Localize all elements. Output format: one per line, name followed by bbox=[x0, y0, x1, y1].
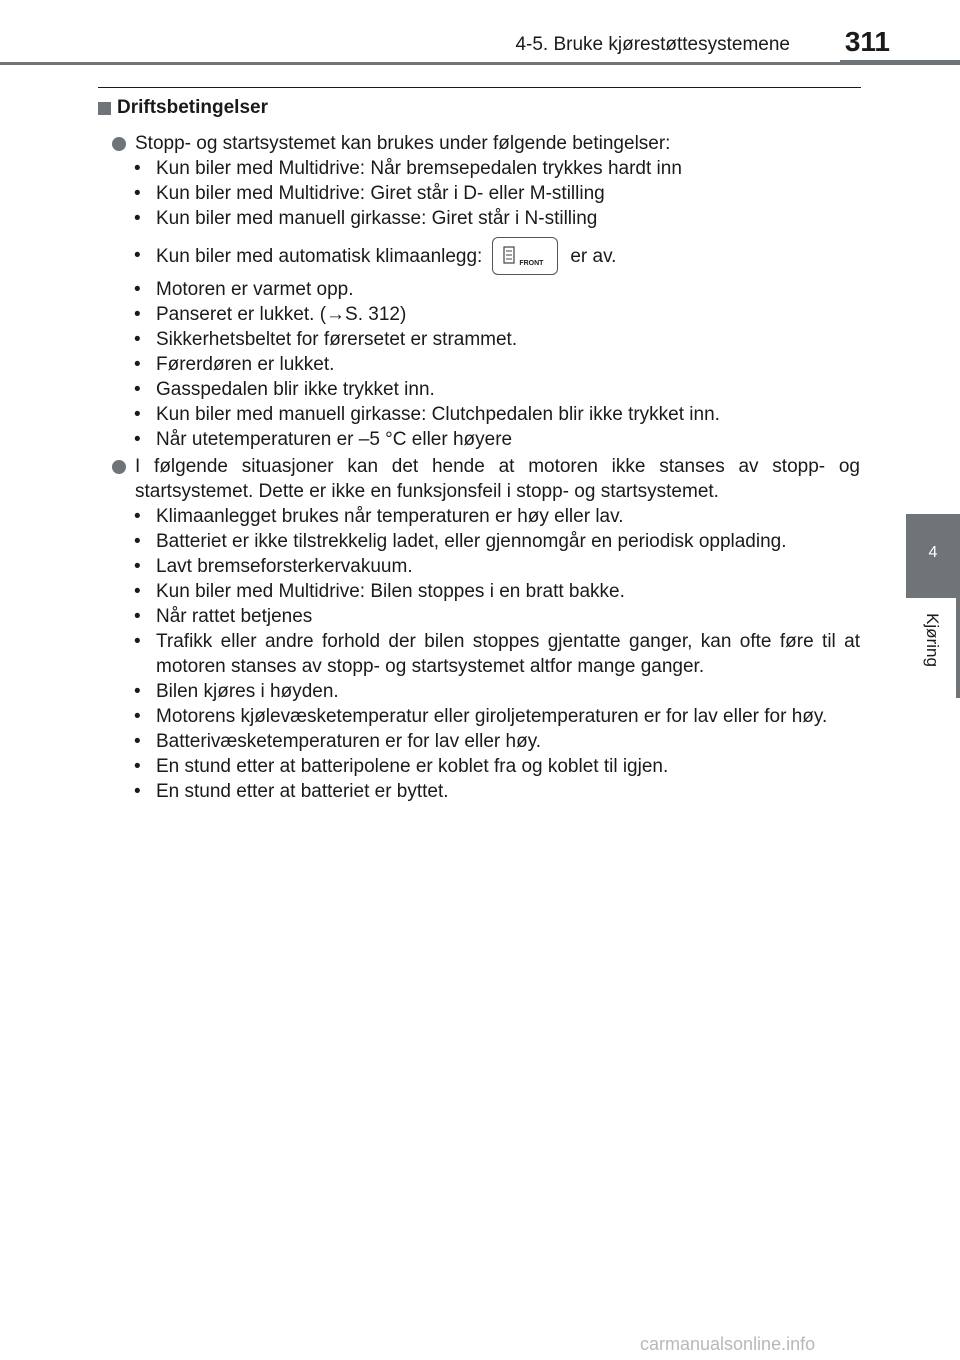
page-header bbox=[0, 0, 960, 62]
list-item: • Førerdøren er lukket. bbox=[134, 354, 335, 375]
exception-list bbox=[98, 504, 860, 804]
list-item: • Klimaanlegget brukes når temperaturen er høy eller lav. bbox=[134, 506, 624, 527]
content-rule bbox=[98, 87, 861, 88]
list-item: • Når utetemperaturen er –5 °C eller høyere bbox=[134, 429, 513, 450]
climate-text-after: er av. bbox=[570, 245, 617, 267]
list-item: • Batterivæsketemperaturen er for lav eller høy. bbox=[134, 731, 542, 752]
list-item: • Lavt bremseforsterkervakuum. bbox=[134, 556, 413, 577]
chapter-tab-line bbox=[956, 598, 960, 698]
list-item: • Når rattet betjenes bbox=[134, 606, 313, 627]
climate-text-before: Kun biler med automatisk klimaanlegg: bbox=[156, 245, 483, 267]
front-label: FRONT bbox=[519, 260, 544, 267]
list-item: • Kun biler med manuell girkasse: Clutchpedalen blir ikke trykket inn. bbox=[134, 404, 720, 425]
chapter-label: Kjøring bbox=[923, 613, 942, 667]
section-heading bbox=[98, 94, 860, 122]
list-item: • Kun biler med Multidrive: Når bremsepedalen trykkes hardt inn bbox=[134, 158, 682, 179]
list-item: • En stund etter at batteriet er byttet. bbox=[134, 781, 449, 802]
condition-list bbox=[98, 156, 860, 452]
list-item: • En stund etter at batteripolene er koblet fra og koblet til igjen. bbox=[134, 756, 669, 777]
round-bullet-icon bbox=[112, 460, 126, 474]
heading-text: Driftsbetingelser bbox=[117, 97, 268, 118]
defroster-icon bbox=[503, 246, 515, 264]
list-item: • Gasspedalen blir ikke trykket inn. bbox=[134, 379, 435, 400]
list-item: • Panseret er lukket. (→S. 312) bbox=[134, 304, 407, 325]
header-rule-accent bbox=[840, 60, 960, 65]
chapter-tab[interactable] bbox=[906, 514, 960, 598]
front-defroster-button bbox=[492, 237, 558, 275]
round-bullet-icon bbox=[112, 137, 126, 151]
condition-item bbox=[98, 454, 860, 504]
section-title: 4-5. Bruke kjørestøttesystemene bbox=[515, 34, 790, 55]
list-item: • Kun biler med manuell girkasse: Giret står i N-stilling bbox=[134, 208, 598, 229]
list-item-climate: • Kun biler med automatisk klimaanlegg: FRONT er av. bbox=[156, 235, 860, 277]
page-content bbox=[98, 94, 860, 804]
square-bullet-icon bbox=[98, 102, 111, 115]
list-item: • Sikkerhetsbeltet for førersetet er strammet. bbox=[134, 329, 518, 350]
chapter-number: 4 bbox=[928, 544, 938, 561]
watermark: carmanualsonline.info bbox=[640, 1334, 816, 1354]
page-number: 311 bbox=[844, 26, 890, 57]
list-item: • Kun biler med Multidrive: Bilen stoppes i en bratt bakke. bbox=[134, 581, 625, 602]
list-item: • Batteriet er ikke tilstrekkelig ladet, eller gjennomgår en periodisk opplading. bbox=[134, 531, 787, 552]
item-text: Stopp- og startsystemet kan brukes under følgende betingelser: bbox=[135, 133, 671, 154]
header-rule bbox=[0, 62, 960, 65]
list-item: • Trafikk eller andre forhold der bilen stoppes gjentatte ganger, kan ofte føre til at motoren stanses av stopp- og startsystemet altfor mange ganger. bbox=[134, 631, 860, 677]
item-text: I følgende situasjoner kan det hende at motoren ikke stanses av stopp- og startsystemet. Dette er ikke en funksjonsfeil i stopp- og startsystemet. bbox=[135, 456, 860, 502]
condition-item bbox=[98, 131, 860, 156]
list-item: • Motorens kjølevæsketemperatur eller giroljetemperaturen er for lav eller for høy. bbox=[134, 706, 828, 727]
list-item: • Kun biler med Multidrive: Giret står i D- eller M-stilling bbox=[134, 183, 605, 204]
list-item: • Bilen kjøres i høyden. bbox=[134, 681, 339, 702]
list-item: • Motoren er varmet opp. bbox=[134, 279, 354, 300]
